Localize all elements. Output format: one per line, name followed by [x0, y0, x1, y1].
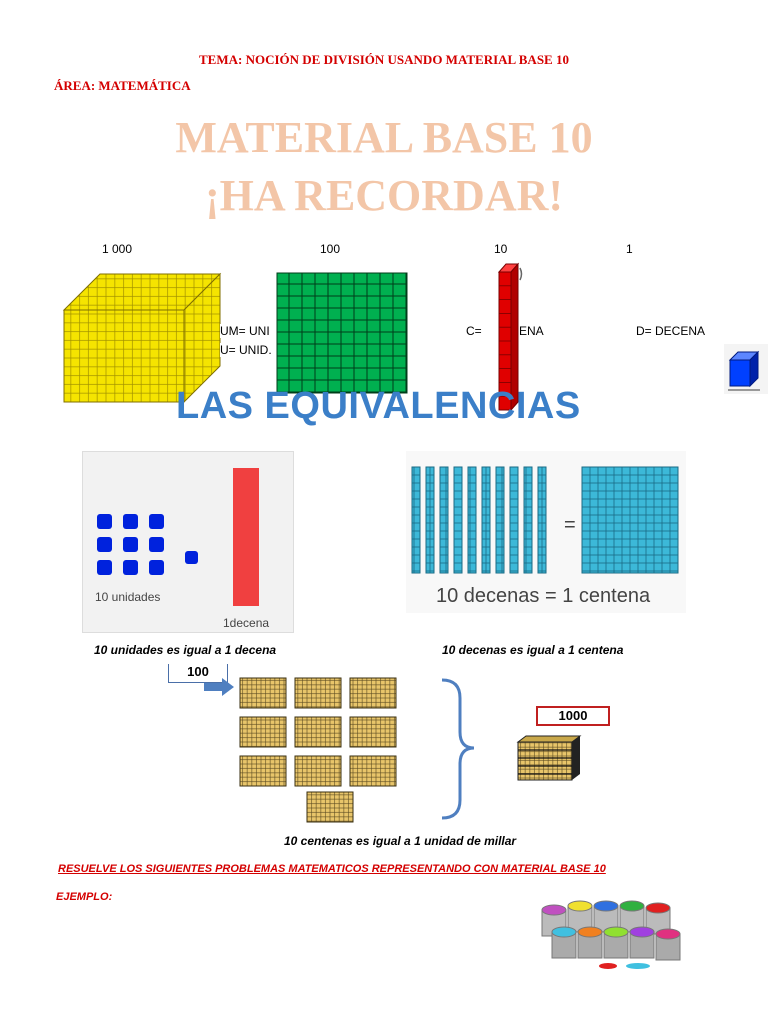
- arrow-right-icon: [204, 678, 236, 696]
- label-u: U= UNID.: [220, 343, 272, 357]
- caption-centenas-millar: 10 centenas es igual a 1 unidad de millar: [284, 834, 517, 848]
- value-10: 10: [494, 242, 508, 256]
- paint-cans-icon: [538, 896, 686, 970]
- label-um: UM= UNI: [220, 324, 270, 338]
- caption-decenas-centena: 10 decenas es igual a 1 centena: [442, 643, 624, 657]
- thousand-label: 1000: [536, 706, 610, 726]
- ten-decenas-icon: [406, 451, 686, 581]
- ten-units-label: 10 unidades: [95, 590, 161, 604]
- label-c: C=: [466, 324, 482, 338]
- decenas-equation: 10 decenas = 1 centena: [436, 585, 651, 607]
- label-c-cont: ENA: [519, 324, 544, 338]
- ejemplo-label: EJEMPLO:: [56, 891, 113, 903]
- instruction-text: RESUELVE LOS SIGUIENTES PROBLEMAS MATEMATICOS REPRESENTANDO CON MATERIAL BASE 10: [58, 863, 606, 875]
- tema-heading: TEMA: NOCIÓN DE DIVISIÓN USANDO MATERIAL BASE 10: [199, 52, 569, 67]
- label-d: D= DECENA: [636, 324, 706, 338]
- ten-centenas-icon: [238, 676, 402, 824]
- decenas-to-centena-panel: [406, 451, 686, 613]
- units-to-decena-panel: [82, 451, 294, 633]
- hundred-label: 100: [187, 664, 209, 679]
- unit-cube-icon: [724, 344, 768, 394]
- thousand-block-icon: [516, 734, 582, 782]
- decena-label: 1decena: [223, 616, 270, 630]
- decena-rod-icon: [233, 468, 259, 606]
- brace-icon: [440, 676, 476, 822]
- caption-units-decena: 10 unidades es igual a 1 decena: [94, 643, 277, 657]
- equivalencias-heading: LAS EQUIVALENCIAS: [176, 385, 581, 427]
- page-title: MATERIAL BASE 10: [175, 113, 593, 162]
- value-1: 1: [626, 242, 633, 256]
- hundred-flat-icon: [276, 272, 408, 394]
- value-1000: 1 000: [102, 242, 133, 256]
- svg-text:=: =: [564, 514, 576, 536]
- area-heading: ÁREA: MATEMÁTICA: [54, 78, 191, 93]
- ten-units-icon: [93, 510, 203, 580]
- page-subtitle: ¡HA RECORDAR!: [204, 171, 564, 220]
- value-100: 100: [320, 242, 341, 256]
